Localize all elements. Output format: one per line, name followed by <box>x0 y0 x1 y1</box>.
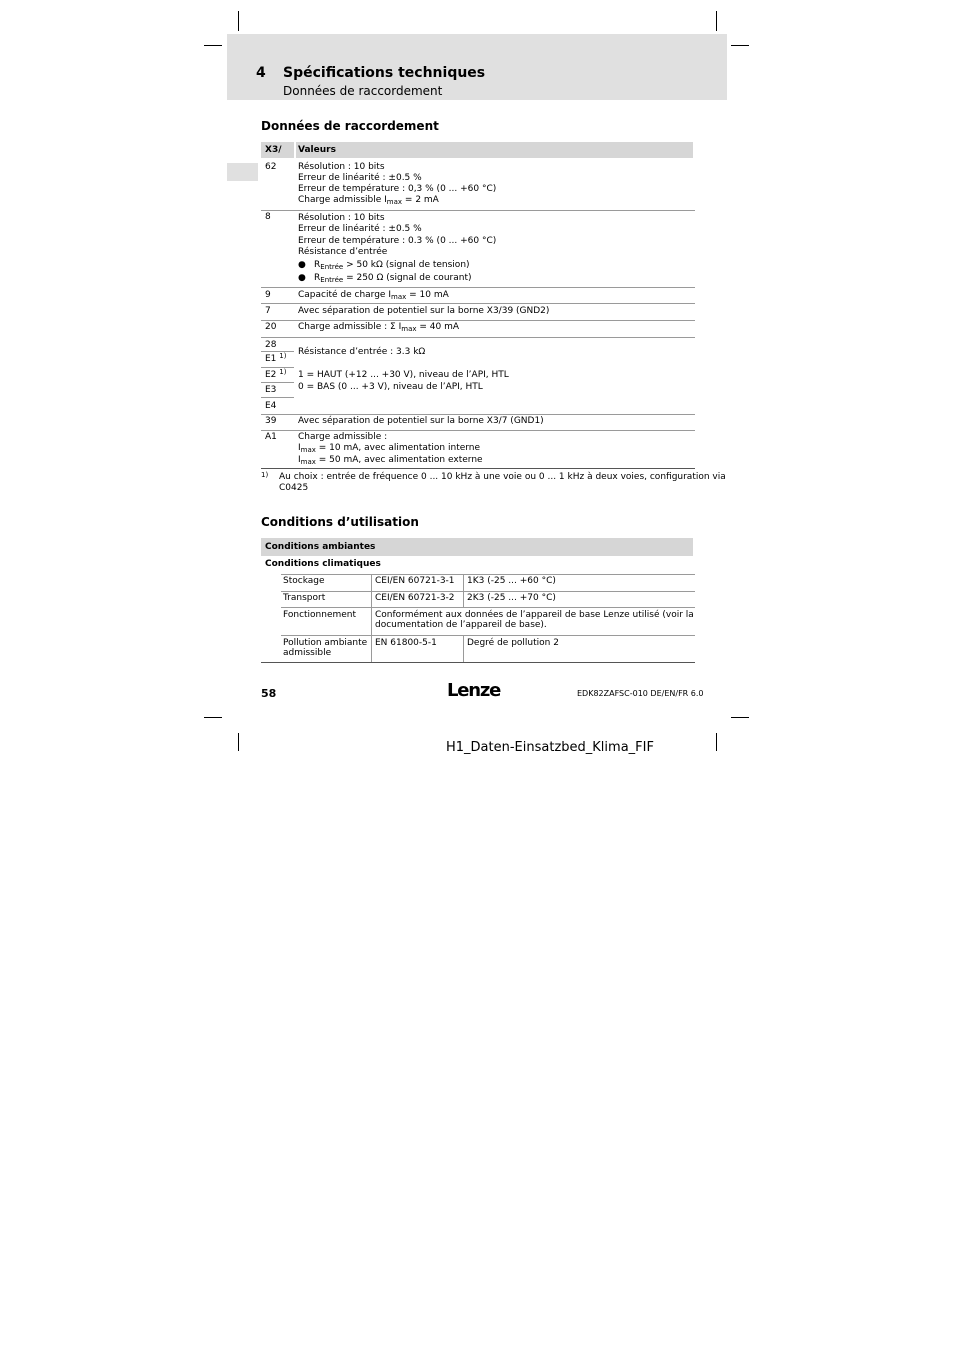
table-bottom-rule <box>261 662 695 663</box>
condition-label: admissible <box>283 648 332 658</box>
condition-value: 1K3 (-25 ... +60 °C) <box>467 576 556 586</box>
row-divider <box>261 303 695 304</box>
crop-mark <box>204 45 222 46</box>
condition-label: Transport <box>283 593 326 603</box>
bullet-icon: ● <box>298 260 306 270</box>
row-divider <box>261 351 294 352</box>
terminal-a1: A1 <box>265 432 277 442</box>
crop-mark <box>716 11 717 31</box>
crop-mark <box>731 717 749 718</box>
footnote-mark: 1) <box>261 471 269 479</box>
terminal-62: 62 <box>265 162 277 172</box>
terminal-e2: E2 $^{1)}$ <box>265 368 287 380</box>
value-line: Avec séparation de potentiel sur la borne X3/7 (GND1) <box>298 416 544 426</box>
terminal-9: 9 <box>265 290 271 300</box>
condition-norm: CEI/EN 60721-3-1 <box>375 576 455 586</box>
row-divider <box>281 607 695 608</box>
lenze-logo <box>447 680 503 704</box>
crop-mark <box>238 733 239 751</box>
terminal-20: 20 <box>265 322 277 332</box>
condition-label: Pollution ambiante <box>283 638 368 648</box>
crop-mark <box>731 45 749 46</box>
row-divider <box>281 574 695 575</box>
crop-mark <box>238 11 239 31</box>
row-divider <box>261 430 695 431</box>
value-line: Charge admissible $I_{max} = 2$ mA <box>298 195 439 206</box>
section-title-conditions: Conditions d’utilisation <box>261 515 419 529</box>
value-line: Capacité de charge $I_{max} = 10$ mA <box>298 290 449 301</box>
footnote-text: C0425 <box>279 483 309 493</box>
conditions-subheader: Conditions climatiques <box>265 559 381 569</box>
terminal-39: 39 <box>265 416 277 426</box>
terminal-e1: E1 $^{1)}$ <box>265 352 287 364</box>
chapter-number: 4 <box>256 65 266 81</box>
crop-mark <box>204 717 222 718</box>
column-divider <box>463 635 464 662</box>
table-bottom-rule <box>261 468 695 469</box>
terminal-8: 8 <box>265 212 271 222</box>
condition-label: Stockage <box>283 576 325 586</box>
value-line: Charge admissible : Σ $I_{max} = 40$ mA <box>298 322 460 333</box>
condition-norm: CEI/EN 60721-3-2 <box>375 593 455 603</box>
value-line: $R_{Entrée} = 250$ Ω (signal de courant) <box>314 273 472 284</box>
value-line: Erreur de linéarité : ±0.5 % <box>298 173 422 183</box>
footnote-text: Au choix : entrée de fréquence 0 ... 10 kHz à une voie ou 0 ... 1 kHz à deux voies, configuration via <box>279 472 726 482</box>
terminal-28: 28 <box>265 340 277 350</box>
row-divider <box>261 397 294 398</box>
value-line: 0 = BAS (0 ... +3 V), niveau de l’API, HTL <box>298 382 483 392</box>
chapter-subtitle: Données de raccordement <box>283 84 443 98</box>
condition-value: Conformément aux données de l’appareil de base Lenze utilisé (voir la <box>375 610 694 620</box>
row-divider <box>261 414 695 415</box>
value-line: $I_{max} = 10$ mA, avec alimentation interne <box>298 443 481 454</box>
condition-value: Degré de pollution 2 <box>467 638 559 648</box>
chapter-title: Spécifications techniques <box>283 65 486 81</box>
row-divider <box>261 382 294 383</box>
value-line: Avec séparation de potentiel sur la borne X3/39 (GND2) <box>298 306 550 316</box>
bullet-icon: ● <box>298 273 306 283</box>
crop-mark <box>716 733 717 751</box>
page-number: 58 <box>261 687 277 700</box>
value-line: Résolution : 10 bits <box>298 162 385 172</box>
row-divider <box>281 591 695 592</box>
row-divider <box>261 287 695 288</box>
value-line: Charge admissible : <box>298 432 388 442</box>
terminal-e3: E3 <box>265 385 277 395</box>
row-divider <box>261 367 294 368</box>
row-divider <box>261 337 695 338</box>
section-title-raccordement: Données de raccordement <box>261 119 439 133</box>
terminal-e4: E4 <box>265 401 277 411</box>
condition-value: documentation de l’appareil de base). <box>375 620 547 630</box>
terminal-7: 7 <box>265 306 271 316</box>
value-line: Erreur de température : 0,3 % (0 ... +60 °C) <box>298 184 497 194</box>
value-line: Erreur de température : 0.3 % (0 ... +60 °C) <box>298 236 497 246</box>
condition-value: 2K3 (-25 ... +70 °C) <box>467 593 556 603</box>
row-divider <box>261 210 695 211</box>
value-line: Résistance d’entrée <box>298 247 388 257</box>
conditions-header: Conditions ambiantes <box>265 542 376 552</box>
row-divider <box>281 635 695 636</box>
condition-norm: EN 61800-5-1 <box>375 638 437 648</box>
table-column-divider <box>294 142 296 414</box>
column-header-x3: X3/ <box>265 145 282 155</box>
svg-text:Lenze: Lenze <box>447 680 501 700</box>
value-line: $R_{Entrée} > 50$ kΩ (signal de tension) <box>314 260 470 271</box>
value-line: Résistance d’entrée : 3.3 kΩ <box>298 347 426 357</box>
value-line: Erreur de linéarité : ±0.5 % <box>298 224 422 234</box>
column-header-valeurs: Valeurs <box>298 145 336 155</box>
side-tab-marker <box>227 163 258 181</box>
value-line: Résolution : 10 bits <box>298 213 385 223</box>
row-divider <box>261 320 695 321</box>
value-line: 1 = HAUT (+12 ... +30 V), niveau de l’API, HTL <box>298 370 509 380</box>
condition-label: Fonctionnement <box>283 610 357 620</box>
file-label: H1_Daten-Einsatzbed_Klima_FIF <box>446 740 654 755</box>
document-code: EDK82ZAFSC-010 DE/EN/FR 6.0 <box>577 689 704 698</box>
value-line: $I_{max} = 50$ mA, avec alimentation externe <box>298 455 483 466</box>
column-divider <box>371 574 372 662</box>
